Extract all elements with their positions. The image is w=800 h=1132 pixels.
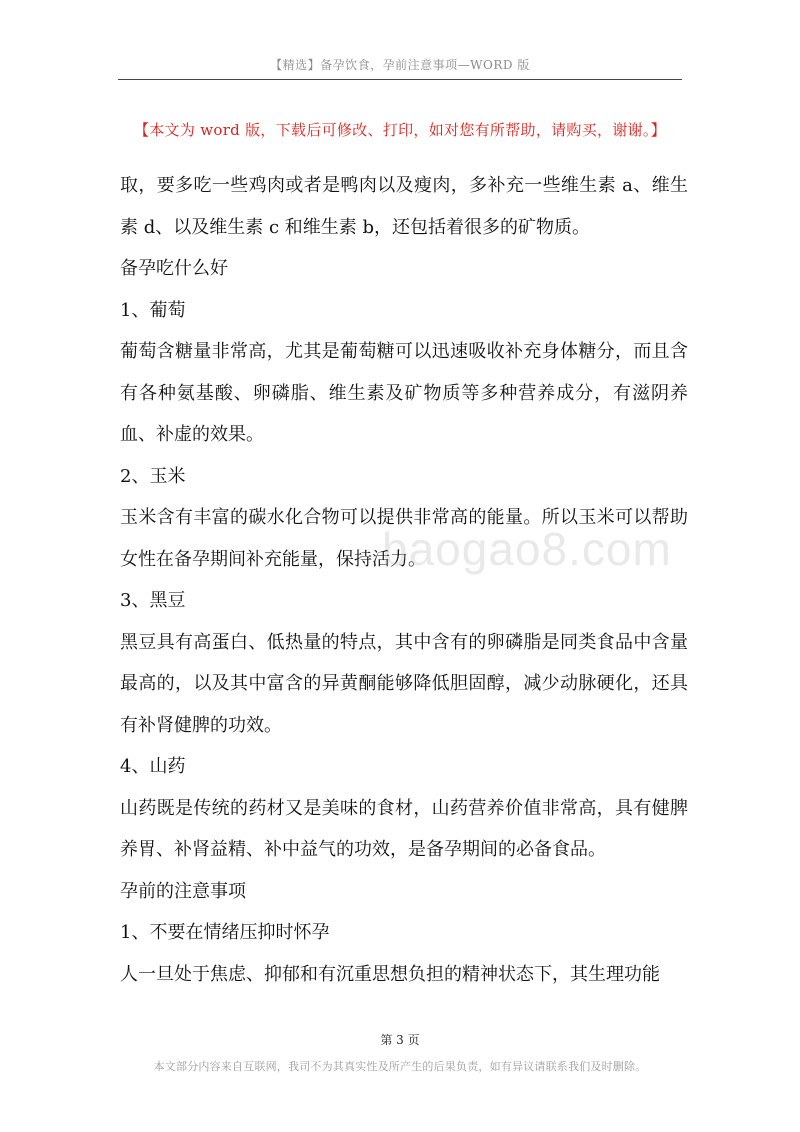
document-body [120, 165, 688, 995]
section-heading: 孕前的注意事项 [120, 880, 246, 902]
footer-disclaimer: 本文部分内容来自互联网，我司不为其真实性及所产生的后果负责，如有异议请联系我们及时删除。 [153, 1060, 647, 1073]
paragraph: 黑豆具有高蛋白、低热量的特点，其中含有的卵磷脂是同类食品中含量最高的，以及其中富含的异黄酮能够降低胆固醇，减少动脉硬化，还具有补肾健脾的功效。 [120, 631, 688, 736]
item-heading: 3、黑豆 [120, 590, 186, 611]
paragraph: 葡萄含糖量非常高，尤其是葡萄糖可以迅速吸收补充身体糖分，而且含有各种氨基酸、卵磷脂、维生素及矿物质等多种营养成分，有滋阴养血、补虚的效果。 [120, 341, 688, 445]
header-divider [118, 79, 682, 80]
download-notice: 【本文为 word 版，下载后可修改、打印，如对您有所帮助，请购买，谢谢。】 [133, 121, 667, 139]
item-heading: 1、不要在情绪压抑时怀孕 [120, 922, 330, 943]
item-heading: 2、玉米 [120, 465, 186, 487]
paragraph: 人一旦处于焦虑、抑郁和有沉重思想负担的精神状态下，其生理功能 [120, 963, 660, 985]
paragraph: 取，要多吃一些鸡肉或者是鸭肉以及瘦肉，多补充一些维生素 a、维生素 d、以及维生素 c 和维生素 b，还包括着很多的矿物质。 [120, 175, 688, 238]
item-heading: 4、山药 [120, 756, 186, 777]
page-number: 第 3 页 [380, 1033, 420, 1047]
paragraph: 山药既是传统的药材又是美味的食材，山药营养价值非常高，具有健脾养胃、补肾益精、补中益气的功效，是备孕期间的必备食品。 [120, 797, 688, 860]
section-heading: 备孕吃什么好 [120, 258, 228, 279]
watermark: baogao8.com [382, 523, 672, 575]
item-heading: 1、葡萄 [120, 299, 186, 321]
paragraph: 玉米含有丰富的碳水化合物可以提供非常高的能量。所以玉米可以帮助女性在备孕期间补充能量，保持活力。 [120, 507, 688, 570]
page-header: 【精选】备孕饮食，孕前注意事项—WORD 版 [270, 58, 530, 72]
